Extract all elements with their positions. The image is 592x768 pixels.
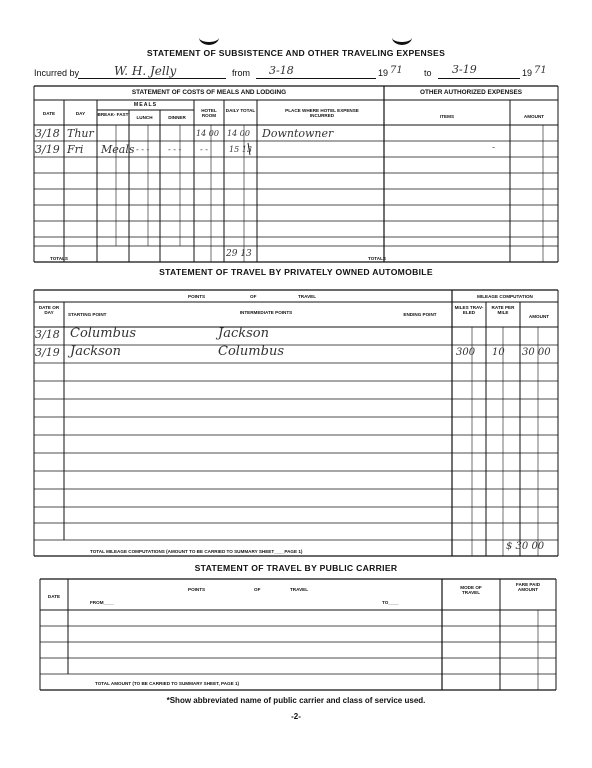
- auto-row-date: 3/18: [35, 328, 60, 341]
- table-row-day: Thur: [67, 127, 94, 140]
- public-total-label: TOTAL AMOUNT (TO BE CARRIED TO SUMMARY SHEET, PAGE 1): [95, 681, 240, 686]
- auto-row-miles: 300: [456, 347, 476, 358]
- year-value-2: 71: [534, 65, 547, 76]
- table-row-hotel: 14 00: [196, 129, 219, 138]
- to-value: 3-19: [452, 63, 477, 76]
- public-col-fare: FARE PAID AMOUNT: [515, 582, 541, 592]
- auto-row-intermediate: Jackson: [218, 326, 269, 341]
- table-row-lunch: - - -: [136, 145, 150, 154]
- page-number: -2-: [291, 712, 301, 721]
- auto-col-date: DATE OR DAY: [38, 305, 60, 315]
- incurred-by-value: W. H. Jelly: [114, 64, 177, 78]
- form-title: STATEMENT OF SUBSISTENCE AND OTHER TRAVELING EXPENSES: [146, 48, 446, 58]
- public-col-from: FROM____: [90, 600, 114, 605]
- public-heading: STATEMENT OF TRAVEL BY PUBLIC CARRIER: [194, 563, 398, 573]
- auto-row-intermediate: Columbus: [218, 344, 284, 359]
- table-row-place: Downtowner: [262, 127, 334, 140]
- auto-col-rate: RATE PER MILE: [491, 305, 515, 315]
- auto-heading: STATEMENT OF TRAVEL BY PRIVATELY OWNED AUTOMOBILE: [159, 267, 433, 277]
- to-label: to: [424, 68, 432, 78]
- table-row-date: 3/18: [35, 127, 60, 140]
- col-daily-total: DAILY TOTAL: [225, 108, 256, 113]
- auto-col-intermediate: INTERMEDIATE POINTS: [239, 310, 293, 315]
- auto-col-amount: AMOUNT: [528, 314, 550, 319]
- table-row-total: 15 13: [229, 145, 252, 154]
- col-lunch: LUNCH: [136, 115, 153, 120]
- table-row-hotel: - -: [200, 145, 208, 154]
- auto-col-ending: ENDING POINT: [403, 312, 437, 317]
- table-row-breakfast: Meals: [101, 143, 135, 156]
- auto-total-label: TOTAL MILEAGE COMPUTATIONS (AMOUNT TO BE CARRIED TO SUMMARY SHEET____PAGE 1): [90, 549, 303, 554]
- col-meals: MEALS: [133, 102, 158, 108]
- table-row-total: 14 00: [227, 129, 250, 138]
- incurred-by-label: Incurred by: [34, 68, 80, 78]
- year-prefix-1: 19: [378, 68, 389, 78]
- col-amount: AMOUNT: [523, 114, 545, 119]
- other-row-amount: -: [492, 143, 496, 153]
- auto-col-travel: TRAVEL: [298, 294, 317, 299]
- public-col-date: DATE: [47, 594, 61, 599]
- auto-row-starting: Jackson: [70, 344, 121, 359]
- year-prefix-2: 19: [522, 68, 533, 78]
- totals-value: 29 13: [226, 249, 252, 259]
- col-breakfast: BREAK- FAST: [97, 112, 129, 117]
- auto-col-miles: MILES TRAV- ELED: [454, 305, 484, 315]
- other-expenses-heading: OTHER AUTHORIZED EXPENSES: [419, 89, 523, 96]
- table-row-date: 3/19: [35, 143, 60, 156]
- public-col-mode: MODE OF TRAVEL: [460, 585, 482, 595]
- col-date: DATE: [42, 111, 56, 116]
- col-place: PLACE WHERE HOTEL EXPENSE INCURRED: [285, 108, 359, 118]
- auto-col-points: POINTS: [188, 294, 206, 299]
- auto-row-amount: 30 00: [522, 347, 551, 358]
- public-col-of: OF: [254, 587, 261, 592]
- from-value: 3-18: [269, 64, 294, 77]
- table-row-dinner: - - -: [168, 145, 182, 154]
- meals-heading: STATEMENT OF COSTS OF MEALS AND LODGING: [131, 89, 287, 96]
- auto-col-mileage: MILEAGE COMPUTATION: [477, 294, 533, 299]
- auto-col-of: OF: [250, 294, 257, 299]
- totals-label: TOTALS: [50, 256, 68, 261]
- auto-row-date: 3/19: [35, 346, 60, 359]
- auto-row-starting: Columbus: [70, 326, 136, 341]
- auto-col-starting: STARTING POINT: [68, 312, 107, 317]
- totals-right-label: TOTALS: [368, 256, 386, 261]
- col-items: ITEMS: [439, 114, 455, 119]
- public-col-travel: TRAVEL: [290, 587, 309, 592]
- col-hotel-room: HOTEL ROOM: [201, 108, 217, 118]
- public-col-points: POINTS: [188, 587, 206, 592]
- col-day: DAY: [75, 111, 86, 116]
- auto-total-value: $ 30 00: [506, 541, 545, 552]
- col-dinner: DINNER: [168, 115, 186, 120]
- table-row-day: Fri: [67, 143, 84, 156]
- year-value-1: 71: [390, 65, 403, 76]
- footnote: *Show abbreviated name of public carrier and class of service used.: [166, 696, 426, 705]
- from-label: from: [232, 68, 250, 78]
- public-col-to: TO____: [382, 600, 399, 605]
- auto-row-rate: 10: [492, 347, 505, 358]
